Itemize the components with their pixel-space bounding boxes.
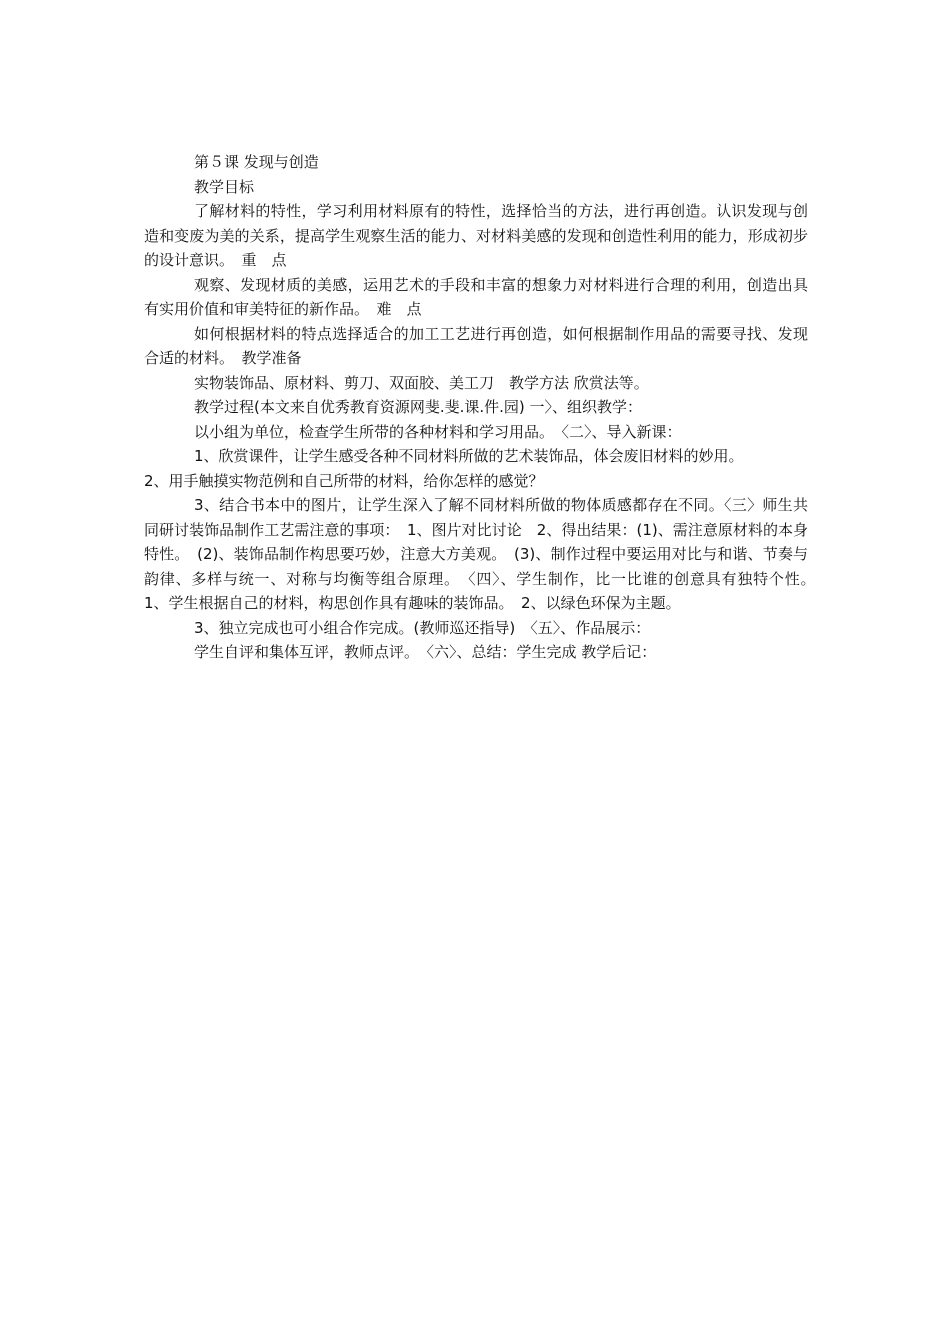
paragraph-difficulty: 如何根据材料的特点选择适合的加工工艺进行再创造，如何根据制作用品的需要寻找、发现合适的材料。 教学准备 xyxy=(144,324,808,367)
paragraph-step-1: 1、欣赏课件，让学生感受各种不同材料所做的艺术装饰品，体会废旧材料的妙用。 xyxy=(194,447,744,465)
document-body xyxy=(144,150,824,665)
paragraph-preparation: 实物装饰品、原材料、剪刀、双面胶、美工刀 教学方法 欣赏法等。 xyxy=(194,373,649,392)
paragraph-step-2: 2、用手触摸实物范例和自己所带的材料，给你怎样的感觉？ xyxy=(144,471,544,490)
section-heading-objectives: 教学目标 xyxy=(194,177,255,196)
paragraph-group-check: 以小组为单位，检查学生所带的各种材料和学习用品。 〈二〉、导入新课： xyxy=(194,422,682,441)
paragraph-step-3: 3、结合书本中的图片，让学生深入了解不同材料所做的物体质感都存在不同。〈三〉师生共同研讨装饰品制作工艺需注意的事项： 1、图片对比讨论 2、得出结果：(1)、需注意原材料的本身特性。 (2)、装饰品制作构思要巧妙，注意大方美观。 (3)、制作过程中要运用对比与和谐、节奏与韵律、多样与统一、对称与均衡等组合原理。 〈四〉、学生制作，比一比谁的创意具有独特个性。 1、学生根据自己的材料，构思创作具有趣味的装饰品。 2、以绿色环保为主题。 xyxy=(144,496,824,612)
lesson-title: 第５课 发现与创造 xyxy=(194,153,319,171)
paragraph-process: 教学过程(本文来自优秀教育资源网斐.斐.课.件.园) 一〉、组织教学： xyxy=(194,398,643,416)
paragraph-step-4: 3、独立完成也可小组合作完成。(教师巡还指导) 〈五〉、作品展示： xyxy=(194,618,651,637)
paragraph-objectives: 了解材料的特性，学习利用材料原有的特性，选择恰当的方法，进行再创造。认识发现与创造和变废为美的关系，提高学生观察生活的能力、对材料美感的发现和创造性利用的能力，形成初步的设计意识。 重 点 xyxy=(144,202,808,269)
paragraph-summary: 学生自评和集体互评，教师点评。 〈六〉、总结：学生完成 教学后记： xyxy=(194,643,657,661)
paragraph-keypoints: 观察、发现材质的美感，运用艺术的手段和丰富的想象力对材料进行合理的利用，创造出具有实用价值和审美特征的新作品。 难 点 xyxy=(144,275,808,318)
